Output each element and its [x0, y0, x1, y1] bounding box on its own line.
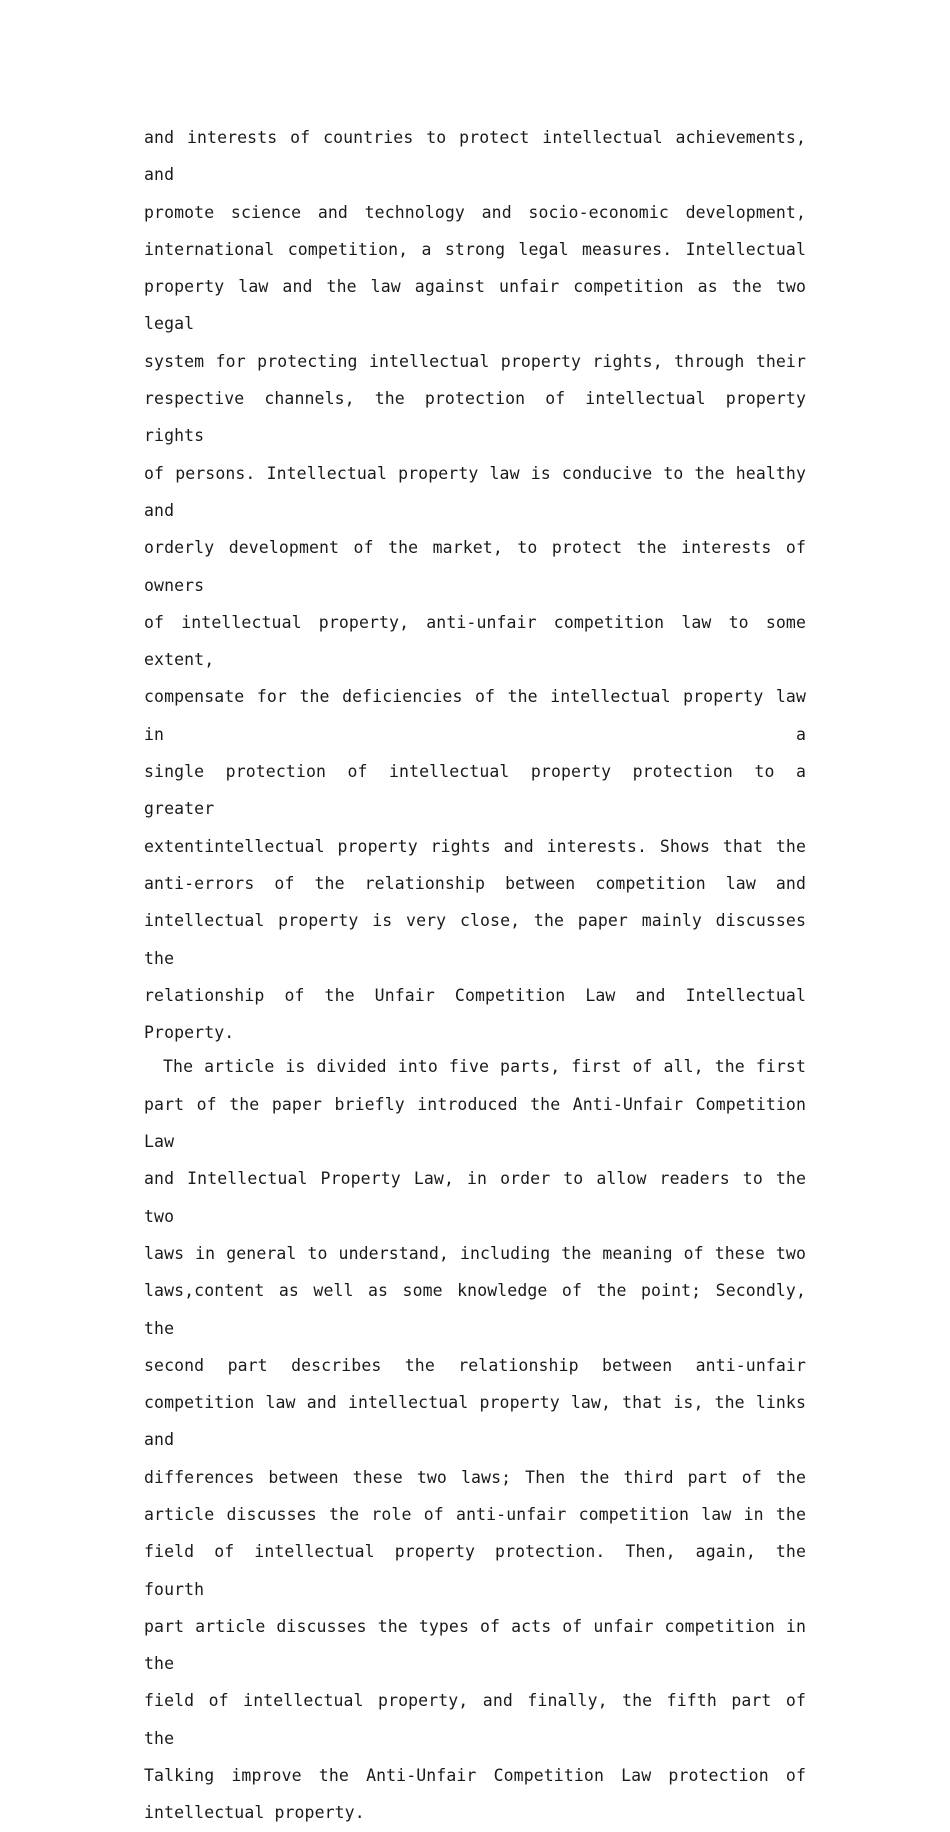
- text-line: part article discusses the types of acts of unfair competition in the: [144, 1616, 806, 1674]
- text-line: single protection of intellectual property protection to a greater: [144, 762, 806, 819]
- text-line: relationship of the Unfair Competition Law and Intellectual Property.: [144, 985, 806, 1043]
- text-line: international competition, a strong legal measures. Intellectual: [144, 239, 806, 259]
- text-line: orderly development of the market, to protect the interests of owners: [144, 538, 806, 595]
- text-line: system for protecting intellectual property rights, through their: [144, 351, 806, 371]
- text-line: intellectual property.: [144, 1803, 365, 1823]
- text-line: field of intellectual property protection. Then, again, the fourth: [144, 1542, 806, 1599]
- text-line: Talking improve the Anti-Unfair Competition Law protection of: [144, 1766, 806, 1786]
- text-line: competition law and intellectual property law, that is, the links and: [144, 1393, 806, 1450]
- text-line: laws in general to understand, including the meaning of these two: [144, 1243, 806, 1263]
- text-line: promote science and technology and socio-economic development,: [144, 202, 806, 222]
- paragraph-2: [144, 1048, 806, 1831]
- text-line: article discusses the role of anti-unfair competition law in the: [144, 1504, 806, 1524]
- text-line: property law and the law against unfair competition as the two legal: [144, 277, 806, 334]
- text-line: anti-errors of the relationship between competition law and: [144, 873, 806, 893]
- text-line: extentintellectual property rights and interests. Shows that the: [144, 836, 806, 856]
- text-line: field of intellectual property, and finally, the fifth part of the: [144, 1691, 806, 1748]
- text-line: respective channels, the protection of intellectual property rights: [144, 389, 806, 446]
- text-line: of intellectual property, anti-unfair competition law to some extent,: [144, 612, 806, 670]
- paragraph-1: [144, 119, 806, 1051]
- text-line: laws,content as well as some knowledge of the point; Secondly, the: [144, 1281, 806, 1338]
- text-line: of persons. Intellectual property law is conducive to the healthy and: [144, 463, 806, 520]
- text-line: intellectual property is very close, the paper mainly discusses the: [144, 911, 806, 968]
- text-line: part of the paper briefly introduced the Anti-Unfair Competition Law: [144, 1094, 806, 1152]
- text-line: compensate for the deficiencies of the intellectual property law in a: [144, 687, 806, 744]
- text-line: The article is divided into five parts, first of all, the first: [163, 1057, 806, 1077]
- text-line: second part describes the relationship between anti-unfair: [144, 1355, 806, 1375]
- text-line: and interests of countries to protect intellectual achievements, and: [144, 128, 806, 185]
- text-line: and Intellectual Property Law, in order to allow readers to the two: [144, 1169, 806, 1226]
- body-text: [144, 119, 806, 1832]
- text-line: differences between these two laws; Then the third part of the: [144, 1467, 806, 1487]
